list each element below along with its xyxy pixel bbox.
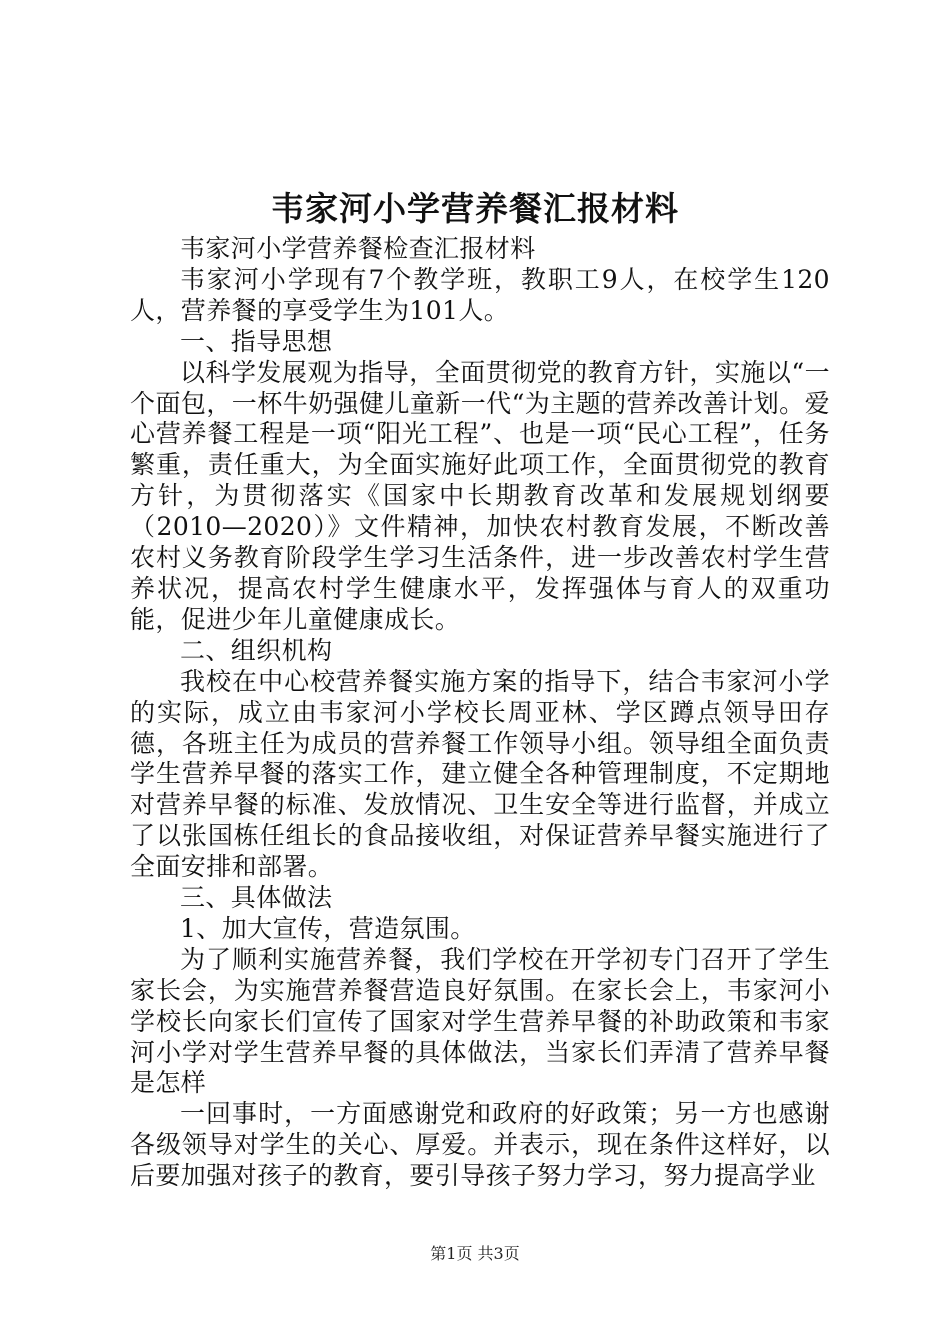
organization-paragraph: 我校在中心校营养餐实施方案的指导下，结合韦家河小学的实际，成立由韦家河小学校长周亚林、学区蹲点领导田存德，各班主任为成员的营养餐工作领导小组。领导组全面负责学生营养早餐的落实工作，建立健全各种管理制度，不定期地对营养早餐的标准、发放情况、卫生安全等进行监督，并成立了以张国栋任组长的食品接收组，对保证营养早餐实施进行了全面安排和部署。 [130,666,830,882]
section-heading-organization: 二、组织机构 [180,635,333,665]
publicity-paragraph: 为了顺利实施营养餐，我们学校在开学初专门召开了学生家长会，为实施营养餐营造良好氛围。在家长会上，韦家河小学校长向家长们宣传了国家对学生营养早餐的补助政策和韦家河小学对学生营养早餐的具体做法，当家长们弄清了营养早餐是怎样 [130,944,830,1098]
subtitle-paragraph: 韦家河小学营养餐检查汇报材料 [180,234,536,263]
section-heading-practices: 三、具体做法 [180,883,333,913]
subsection-heading-publicity: 1、加大宣传，营造氛围。 [180,913,476,943]
guiding-ideology-paragraph: 以科学发展观为指导，全面贯彻党的教育方针，实施以“一个面包，一杯牛奶强健儿童新一代“为主题的营养改善计划。爱心营养餐工程是一项“阳光工程”、也是一项“民心工程”，任务繁重，责任重大，为全面实施好此项工作，全面贯彻党的教育方针，为贯彻落实《国家中长期教育改革和发展规划纲要（2010—2020）》文件精神，加快农村教育发展，不断改善农村义务教育阶段学生学习生活条件，进一步改善农村学生营养状况，提高农村学生健康水平，发挥强体与育人的双重功能，促进少年儿童健康成长。 [130,357,830,634]
continuation-paragraph: 一回事时，一方面感谢党和政府的好政策；另一方也感谢各级领导对学生的关心、厚爱。并表示，现在条件这样好，以后要加强对孩子的教育，要引导孩子努力学习，努力提高学业 [130,1099,830,1191]
page-number-footer: 第1页 共3页 [430,1244,520,1263]
document-body [130,234,830,1192]
intro-paragraph: 韦家河小学现有7个教学班，教职工9人，在校学生120人，营养餐的享受学生为101人。 [130,264,830,325]
document-title: 韦家河小学营养餐汇报材料 [271,189,679,228]
section-heading-guiding-ideology: 一、指导思想 [180,326,333,356]
